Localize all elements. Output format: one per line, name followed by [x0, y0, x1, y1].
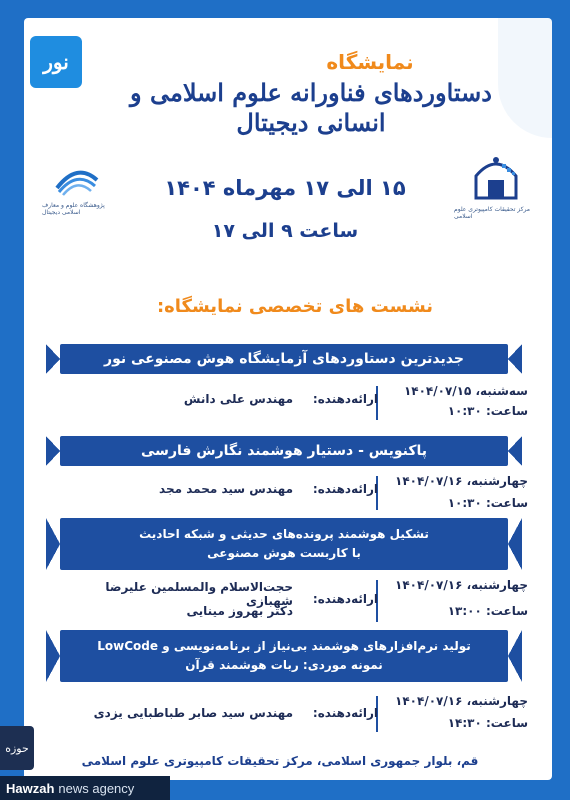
session-2-day: چهارشنبه، ۱۴۰۴/۰۷/۱۶: [395, 474, 528, 488]
agency-suffix: news agency: [58, 780, 135, 796]
venue-address: قم، بلوار جمهوری اسلامی، مرکز تحقیقات کامپیوتری علوم اسلامی: [81, 754, 479, 768]
agency-watermark: [0, 776, 170, 800]
session-2-presenter: مهندس سید محمد مجد: [159, 482, 293, 496]
session-4-presenter-label: ارائه‌دهنده:: [312, 706, 378, 720]
right-logo-caption: مرکز تحقیقات کامپیوتری علوم اسلامی: [454, 206, 530, 220]
session-4-day: چهارشنبه، ۱۴۰۴/۰۷/۱۶: [395, 694, 528, 708]
session-3-details: [40, 578, 528, 626]
session-1-title: جدیدترین دستاوردهای آزمایشگاه هوش مصنوعی نور: [104, 351, 464, 367]
session-4-title-line2: نمونه موردی: ربات هوشمند قرآن: [185, 658, 383, 672]
exhibition-label: نمایشگاه: [326, 50, 414, 74]
noor-logo: نور: [30, 36, 82, 88]
session-1-presenter-label: ارائه‌دهنده:: [312, 392, 378, 406]
session-2-presenter-label: ارائه‌دهنده:: [312, 482, 378, 496]
institute-logo-left: [42, 158, 112, 220]
session-2-banner: [60, 436, 508, 466]
page-title: دستاوردهای فناورانه علوم اسلامی و انسانی دیجیتال: [130, 78, 492, 137]
session-1-banner: [60, 344, 508, 374]
session-1-day: سه‌شنبه، ۱۴۰۴/۰۷/۱۵: [403, 384, 528, 398]
session-4-time: ساعت: ۱۴:۳۰: [447, 716, 528, 730]
event-date: ۱۵ الی ۱۷ مهرماه ۱۴۰۴: [164, 176, 406, 200]
session-3-presenter: حجت‌الاسلام والمسلمین علیرضا شهبازی: [105, 580, 293, 608]
session-3-time: ساعت: ۱۳:۰۰: [447, 604, 528, 618]
hawzah-badge: حوزه: [0, 726, 34, 770]
mosque-dome-icon: [466, 150, 526, 202]
session-1-time: ساعت: ۱۰:۳۰: [447, 404, 528, 418]
session-4-title-line1: تولید نرم‌افزارهای هوشمند بی‌نیاز از برنامه‌نویسی و LowCode: [97, 638, 471, 653]
session-2-time: ساعت: ۱۰:۳۰: [447, 496, 528, 510]
left-logo-caption: پژوهشگاه علوم و معارف اسلامی دیجیتال: [42, 202, 105, 216]
session-3-title-line1: تشکیل هوشمند پرونده‌های حدیثی و شبکه احادیث: [139, 526, 429, 541]
session-3-title-line2: با کاربست هوش مصنوعی: [207, 546, 361, 560]
session-1-details: [40, 384, 528, 424]
sessions-heading: نشست های تخصصی نمایشگاه:: [156, 296, 434, 317]
session-1-presenter: مهندس علی دانش: [183, 392, 293, 406]
wave-globe-icon: [53, 158, 101, 198]
event-hours: ساعت ۹ الی ۱۷: [211, 220, 359, 242]
session-2-details: [40, 474, 528, 514]
session-3-banner: [60, 518, 508, 570]
session-3-day: چهارشنبه، ۱۴۰۴/۰۷/۱۶: [395, 578, 528, 592]
institute-logo-right: [454, 150, 538, 224]
session-3-presenter-2: دکتر بهروز مینایی: [186, 604, 293, 618]
session-2-title: پاکنویس - دستیار هوشمند نگارش فارسی: [141, 443, 427, 459]
session-3-presenter-label: ارائه‌دهنده:: [312, 592, 378, 606]
session-4-banner: [60, 630, 508, 682]
session-4-details: [40, 694, 528, 738]
session-4-presenter: مهندس سید صابر طباطبایی یزدی: [93, 706, 293, 720]
agency-brand: Hawzah: [6, 780, 55, 796]
